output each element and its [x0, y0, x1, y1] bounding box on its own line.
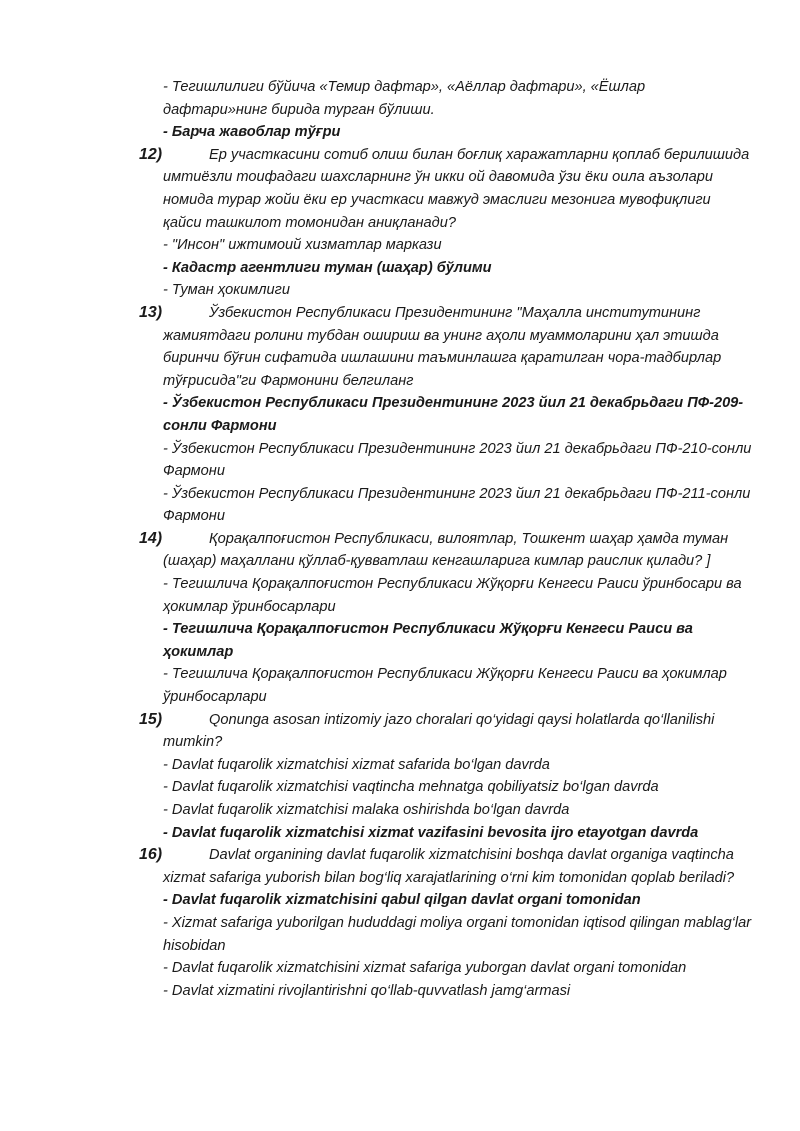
answer-option: - Тегишлилиги бўйича «Темир дафтар», «Аёллар дафтари», «Ёшлар дафтари»нинг бирида турган бўлиши. [163, 79, 646, 118]
answer-option: - Туман ҳокимлиги [163, 282, 290, 299]
question-text: Ер участкасини сотиб олиш билан боғлиқ харажатларни қоплаб берилишида имтиёзли тоифадаги шахсларнинг ўн икки ой давомида ўзи ёки оила аъзолари номида турар жойи ёки ер участкаси мавжуд эмаслиги мезонига мувофиқлиги қайси ташкилот томонидан аниқланади? [163, 146, 750, 231]
correct-answer-option: - Davlat fuqarolik xizmatchisi xizmat vazifasini bevosita ijro etayotgan davrda [163, 824, 699, 841]
answer-option: - Ўзбекистон Республикаси Президентининг 2023 йил 21 декабрьдаги ПФ-210-сонли Фармони [163, 440, 752, 480]
answer-option: - Тегишлича Қорақалпоғистон Республикаси Жўқорғи Кенгеси Раиси ва ҳокимлар ўринбосарлари [163, 666, 727, 706]
question-text: Davlat organining davlat fuqarolik xizmatchisini boshqa davlat organiga vaqtincha xizmat safariga yuborish bilan bog‘liq xarajatlarining o‘rni kim tomonidan qoplab beriladi? [163, 847, 735, 886]
question-15 [139, 709, 753, 845]
question-number: 12) [139, 145, 163, 163]
correct-answer-option: - Ўзбекистон Республикаси Президентининг 2023 йил 21 декабрьдаги ПФ-209-сонли Фармони [163, 395, 744, 434]
correct-answer-option: - Тегишлича Қорақалпоғистон Республикаси Жўқорғи Кенгеси Раиси ва ҳокимлар [163, 621, 693, 660]
answer-option: - Ўзбекистон Республикаси Президентининг 2023 йил 21 декабрьдаги ПФ-211-сонли Фармони [163, 485, 751, 525]
answer-option: - Davlat xizmatini rivojlantirishni qo‘llab-quvvatlash jamg‘armasi [163, 982, 571, 999]
question-list [139, 76, 753, 1002]
correct-answer-option: - Davlat fuqarolik xizmatchisini qabul qilgan davlat organi tomonidan [163, 892, 641, 909]
answer-option: - Xizmat safariga yuborilgan hududdagi moliya organi tomonidan iqtisod qilingan mablag‘lar hisobidan [163, 914, 752, 954]
question-text: Qonunga asosan intizomiy jazo choralari qo‘yidagi qaysi holatlarda qo‘llanilishi mumkin? [163, 711, 715, 751]
intro-options [163, 76, 753, 144]
question-text: Ўзбекистон Республикаси Президентининг "Маҳалла институтининг жамиятдаги ролини тубдан ошириш ва унинг аҳоли муаммоларини ҳал этишда биринчи бўғин сифатида ишлашини таъминлашга қаратилган чора-тадбирлар тўғрисида"ги Фармонини белгиланг [163, 304, 722, 389]
question-14 [139, 528, 753, 709]
question-number: 14) [139, 529, 163, 547]
question-number: 13) [139, 303, 163, 321]
correct-answer-option: - Кадастр агентлиги туман (шаҳар) бўлими [163, 259, 492, 276]
answer-option: - Davlat fuqarolik xizmatchisi xizmat safarida bo‘lgan davrda [163, 756, 550, 773]
question-number: 16) [139, 846, 163, 864]
question-13 [139, 302, 753, 528]
question-number: 15) [139, 710, 163, 728]
answer-option: - "Инсон" ижтимоий хизматлар маркази [163, 237, 442, 254]
answer-option: - Davlat fuqarolik xizmatchisini xizmat safariga yuborgan davlat organi tomonidan [163, 960, 687, 977]
answer-option: - Davlat fuqarolik xizmatchisi vaqtincha mehnatga qobiliyatsiz bo‘lgan davrda [163, 779, 659, 796]
question-12 [139, 144, 753, 302]
correct-answer-option: - Барча жавоблар тўғри [163, 124, 341, 141]
question-text: Қорақалпоғистон Республикаси, вилоятлар, Тошкент шаҳар ҳамда туман (шаҳар) маҳаллани қўллаб-қувватлаш кенгашларига кимлар раислик қилади? ] [163, 530, 729, 570]
question-16 [139, 844, 753, 1002]
answer-option: - Davlat fuqarolik xizmatchisi malaka oshirishda bo‘lgan davrda [163, 802, 570, 818]
answer-option: - Тегишлича Қорақалпоғистон Республикаси Жўқорғи Кенгеси Раиси ўринбосари ва ҳокимлар ўринбосарлари [163, 576, 742, 615]
